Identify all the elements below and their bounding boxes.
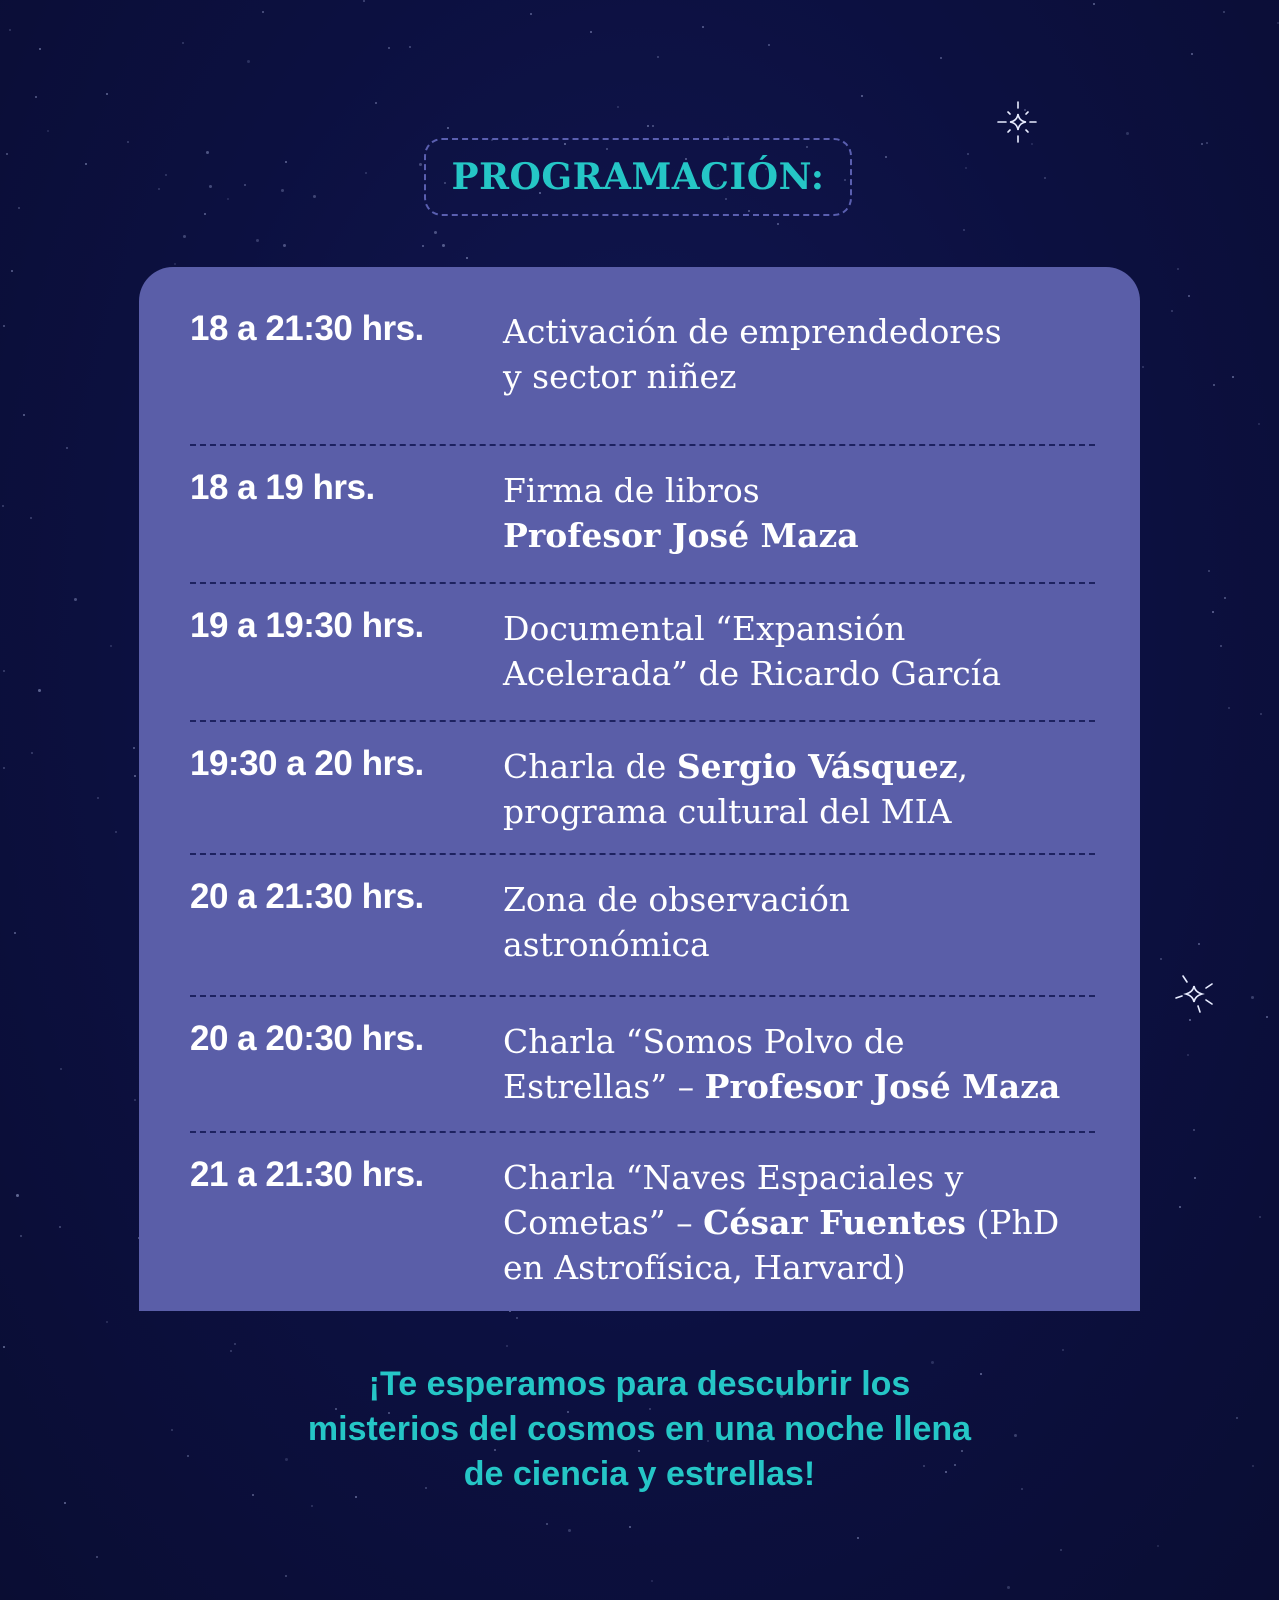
star-dot xyxy=(16,1194,19,1197)
star-dot xyxy=(204,213,206,215)
star-dot xyxy=(647,125,649,127)
star-dot xyxy=(965,167,967,169)
schedule-description xyxy=(503,287,1002,444)
star-dot xyxy=(59,1226,61,1228)
star-dot xyxy=(434,231,437,234)
schedule-description xyxy=(503,722,968,853)
star-dot xyxy=(115,831,117,833)
star-dot xyxy=(1188,295,1190,297)
star-dot xyxy=(1220,645,1222,647)
star-dot xyxy=(311,1505,313,1507)
star-dot xyxy=(1208,570,1210,572)
star-dot xyxy=(546,1523,548,1525)
star-dot xyxy=(31,752,33,754)
schedule-row xyxy=(190,446,1095,584)
star-dot xyxy=(447,127,449,129)
star-dot xyxy=(363,0,365,2)
schedule-description xyxy=(503,584,1001,720)
star-dot xyxy=(127,141,129,143)
star-dot xyxy=(885,156,887,158)
star-dot xyxy=(1228,707,1230,709)
star-dot xyxy=(1251,996,1254,999)
schedule-description xyxy=(503,997,1060,1131)
page-title: PROGRAMACIÓN: xyxy=(451,156,825,198)
sparkle-icon xyxy=(996,100,1040,144)
star-dot xyxy=(230,1350,232,1352)
star-dot xyxy=(1171,310,1173,312)
star-dot xyxy=(702,26,704,28)
description-text: y sector niñez xyxy=(503,357,737,396)
star-dot xyxy=(30,517,32,519)
star-dot xyxy=(1187,1054,1189,1056)
star-dot xyxy=(1232,376,1234,378)
star-dot xyxy=(283,244,286,247)
star-dot xyxy=(777,223,779,225)
star-dot xyxy=(857,1537,859,1539)
star-dot xyxy=(110,645,112,647)
description-text: Charla “Somos Polvo de xyxy=(503,1022,905,1061)
star-dot xyxy=(1191,53,1193,55)
star-dot xyxy=(629,1526,631,1528)
star-dot xyxy=(1212,611,1214,613)
star-dot xyxy=(60,1068,62,1070)
schedule-time: 18 a 19 hrs. xyxy=(190,468,375,507)
schedule-description xyxy=(503,446,859,582)
star-dot xyxy=(530,13,532,15)
star-dot xyxy=(134,775,136,777)
schedule-time: 19 a 19:30 hrs. xyxy=(190,606,424,645)
star-dot xyxy=(39,48,41,50)
description-text: Activación de emprendedores xyxy=(503,312,1002,351)
schedule-row xyxy=(190,584,1095,722)
description-text: en Astrofísica, Harvard) xyxy=(503,1248,906,1287)
star-dot xyxy=(1213,384,1215,386)
star-dot xyxy=(1177,268,1179,270)
star-dot xyxy=(3,767,5,769)
star-dot xyxy=(20,1235,22,1237)
star-dot xyxy=(1179,1206,1181,1208)
speaker-name: Profesor José Maza xyxy=(704,1067,1061,1106)
star-dot xyxy=(3,325,5,327)
star-dot xyxy=(1201,143,1203,145)
star-dot xyxy=(388,47,390,49)
star-dot xyxy=(1062,1349,1064,1351)
star-dot xyxy=(165,174,167,176)
star-dot xyxy=(1260,713,1262,715)
schedule-row xyxy=(190,855,1095,997)
star-dot xyxy=(106,1321,108,1323)
star-dot xyxy=(1194,1177,1196,1179)
star-dot xyxy=(262,11,264,13)
star-dot xyxy=(23,414,25,416)
star-dot xyxy=(206,151,209,154)
star-dot xyxy=(183,235,186,238)
star-dot xyxy=(64,1502,66,1504)
star-dot xyxy=(1224,597,1226,599)
schedule-description xyxy=(503,855,850,995)
description-text: Firma de libros xyxy=(503,471,760,510)
star-dot xyxy=(466,257,468,259)
star-dot xyxy=(375,102,377,104)
star-dot xyxy=(97,797,99,799)
star-dot xyxy=(96,1556,98,1558)
schedule-time: 20 a 21:30 hrs. xyxy=(190,877,424,916)
schedule-row xyxy=(190,1133,1095,1331)
speaker-name: César Fuentes xyxy=(703,1203,966,1242)
star-dot xyxy=(1223,11,1225,13)
star-dot xyxy=(285,161,287,163)
star-dot xyxy=(768,44,770,46)
closing-message-line: ¡Te esperamos para descubrir los xyxy=(368,1365,911,1403)
star-dot xyxy=(590,31,592,33)
star-dot xyxy=(133,747,135,749)
star-dot xyxy=(14,932,16,934)
description-text: Charla “Naves Espaciales y xyxy=(503,1158,964,1197)
star-dot xyxy=(365,172,367,174)
star-dot xyxy=(281,189,284,192)
star-dot xyxy=(1093,3,1095,5)
schedule-row xyxy=(190,997,1095,1133)
description-text: astronómica xyxy=(503,925,710,964)
schedule-time: 18 a 21:30 hrs. xyxy=(190,309,424,348)
description-text: Cometas” – xyxy=(503,1203,704,1242)
speaker-name: Sergio Vásquez xyxy=(676,747,958,786)
star-dot xyxy=(6,153,8,155)
schedule-row xyxy=(190,722,1095,855)
speaker-name: Profesor José Maza xyxy=(503,516,859,555)
star-dot xyxy=(38,689,41,692)
star-dot xyxy=(1266,1016,1268,1018)
schedule-card xyxy=(139,267,1140,1311)
star-dot xyxy=(35,96,37,98)
star-dot xyxy=(256,239,259,242)
star-dot xyxy=(617,106,619,108)
star-dot xyxy=(1160,958,1162,960)
star-dot xyxy=(419,163,422,166)
schedule-time: 21 a 21:30 hrs. xyxy=(190,1155,424,1194)
description-text: programa cultural del MIA xyxy=(503,792,952,831)
star-dot xyxy=(442,244,445,247)
star-dot xyxy=(134,1099,136,1101)
star-dot xyxy=(18,207,20,209)
star-dot xyxy=(1259,1216,1261,1218)
sparkle-icon xyxy=(1174,974,1218,1014)
description-text: , xyxy=(957,747,968,786)
star-dot xyxy=(1044,177,1046,179)
star-dot xyxy=(1126,132,1129,135)
schedule-time: 19:30 a 20 hrs. xyxy=(190,744,424,783)
star-dot xyxy=(1258,423,1260,425)
star-dot xyxy=(422,245,424,247)
star-dot xyxy=(1206,142,1208,144)
description-text: Acelerada” de Ricardo García xyxy=(503,654,1002,693)
star-dot xyxy=(506,1345,508,1347)
description-text: Estrellas” – xyxy=(503,1067,705,1106)
star-dot xyxy=(9,29,11,31)
star-dot xyxy=(209,185,212,188)
description-text: Documental “Expansión xyxy=(503,609,906,648)
star-dot xyxy=(1198,943,1200,945)
star-dot xyxy=(1142,366,1144,368)
star-dot xyxy=(3,1346,5,1348)
star-dot xyxy=(313,195,316,198)
closing-message-line: misterios del cosmos en una noche llena xyxy=(307,1410,972,1448)
description-text: Zona de observación xyxy=(503,880,851,919)
star-dot xyxy=(158,188,160,190)
star-dot xyxy=(85,163,87,165)
star-dot xyxy=(568,1529,571,1532)
description-text: (PhD xyxy=(965,1203,1060,1242)
star-dot xyxy=(47,130,49,132)
star-dot xyxy=(861,95,863,97)
description-text: Charla de xyxy=(503,747,677,786)
star-dot xyxy=(1193,1129,1195,1131)
star-dot xyxy=(409,46,411,48)
star-dot xyxy=(3,670,5,672)
schedule-description xyxy=(503,1133,1059,1331)
star-dot xyxy=(11,270,13,272)
closing-message-line: de ciencia y estrellas! xyxy=(463,1455,816,1493)
star-dot xyxy=(963,229,965,231)
star-dot xyxy=(174,263,176,265)
star-dot xyxy=(227,198,229,200)
star-dot xyxy=(651,1580,653,1582)
closing-message xyxy=(0,1362,1279,1497)
star-dot xyxy=(1157,1545,1159,1547)
star-dot xyxy=(182,42,184,44)
title-frame xyxy=(424,138,852,216)
star-dot xyxy=(234,1343,236,1345)
star-dot xyxy=(285,1575,287,1577)
star-dot xyxy=(2,505,4,507)
star-dot xyxy=(106,93,108,95)
star-dot xyxy=(244,184,246,186)
star-dot xyxy=(1189,1019,1191,1021)
schedule-row xyxy=(190,287,1095,446)
star-dot xyxy=(657,56,659,58)
schedule-time: 20 a 20:30 hrs. xyxy=(190,1019,424,1058)
star-dot xyxy=(247,60,250,63)
star-dot xyxy=(74,598,77,601)
star-dot xyxy=(940,57,942,59)
star-dot xyxy=(652,125,654,127)
star-dot xyxy=(1060,1549,1062,1551)
star-dot xyxy=(967,153,969,155)
star-dot xyxy=(1007,1586,1010,1589)
star-dot xyxy=(66,447,68,449)
